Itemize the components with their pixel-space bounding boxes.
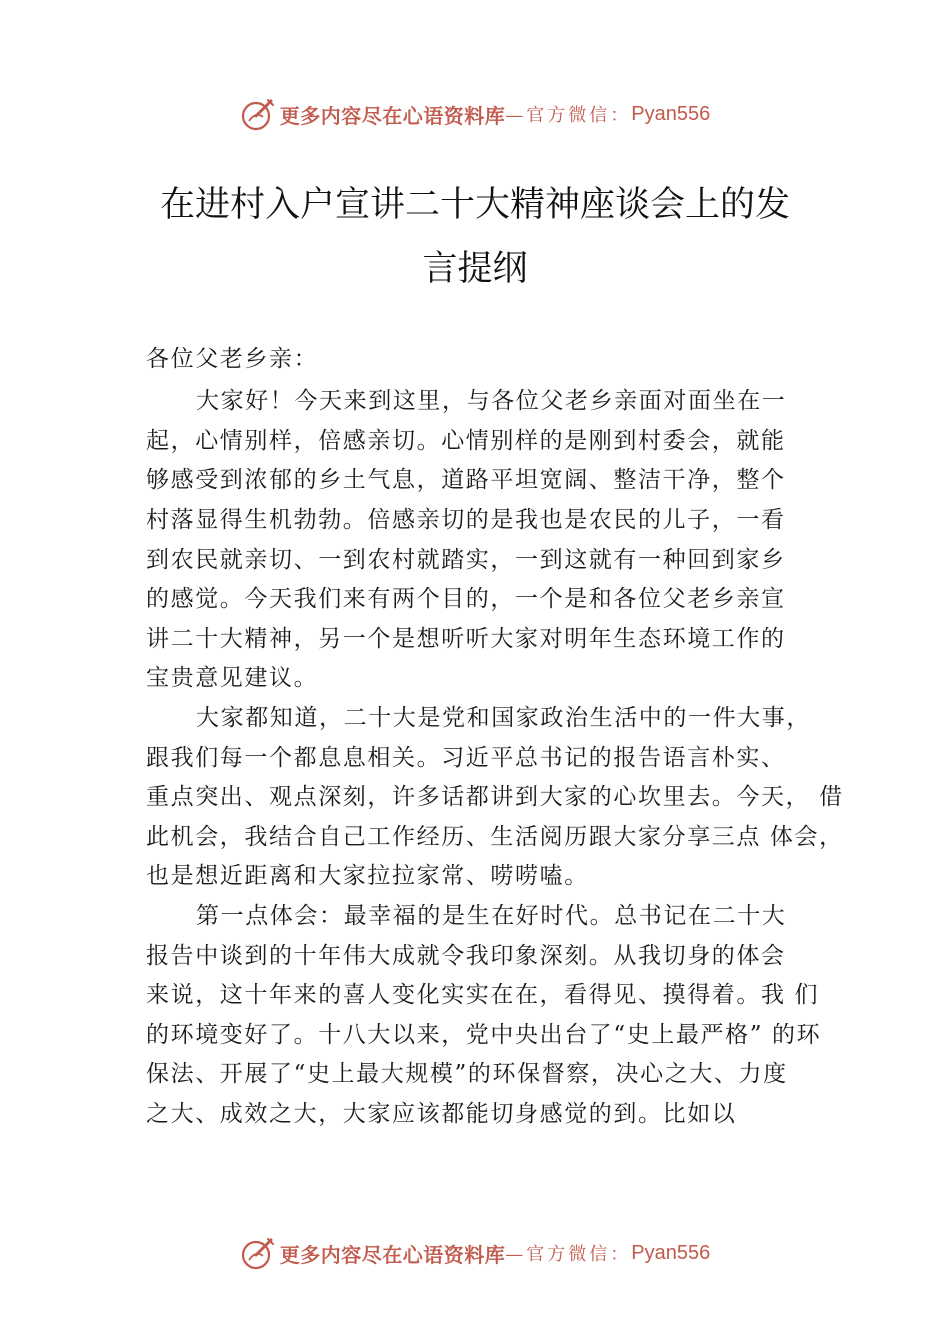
pen-logo-icon [240, 1235, 276, 1271]
body-line: 第一点体会：最幸福的是生在好时代。总书记在二十大 [196, 903, 787, 929]
document-title-line-1: 在进村入户宣讲二十大精神座谈会上的发 [159, 185, 790, 225]
body-line: 大家好！今天来到这里，与各位父老乡亲面对面坐在一 [196, 388, 787, 414]
banner-site-name: 更多内容尽在心语资料库 [279, 1242, 506, 1267]
body-line: 之大、成效之大，大家应该都能切身感觉的到。比如以 [146, 1101, 737, 1127]
body-line: 的感觉。今天我们来有两个目的，一个是和各位父老乡亲宣 [146, 586, 786, 612]
footer-banner [0, 1233, 950, 1273]
banner-wechat-id: Pyan556 [631, 1241, 711, 1264]
body-line: 起，心情别样，倍感亲切。心情别样的是刚到村委会，就能 [146, 428, 786, 454]
body-line: 此机会，我结合自己工作经历、生活阅历跟大家分享三点 体会， [146, 824, 844, 850]
body-line: 报告中谈到的十年伟大成就令我印象深刻。从我切身的体会 [146, 943, 786, 969]
body-line: 的环境变好了。十八大以来，党中央出台了“史上最严格” 的环 [146, 1022, 822, 1048]
body-line: 保法、开展了“史上最大规模”的环保督察，决心之大、力度 [146, 1061, 788, 1087]
banner-wechat-id: Pyan556 [631, 102, 711, 125]
body-line: 来说，这十年来的喜人变化实实在在，看得见、摸得着。我 们 [146, 982, 820, 1008]
header-banner [0, 94, 950, 134]
body-line: 讲二十大精神，另一个是想听听大家对明年生态环境工作的 [146, 626, 786, 652]
banner-site-name: 更多内容尽在心语资料库 [279, 103, 506, 128]
pen-logo-icon [240, 96, 276, 132]
body-line: 跟我们每一个都息息相关。习近平总书记的报告语言朴实、 [146, 745, 786, 771]
body-line: 够感受到浓郁的乡土气息，道路平坦宽阔、整洁干净，整个 [146, 467, 786, 493]
body-line: 到农民就亲切、一到农村就踏实，一到这就有一种回到家乡 [146, 547, 786, 573]
document-title-line-2: 言提纲 [422, 249, 528, 289]
body-line: 也是想近距离和大家拉拉家常、唠唠嗑。 [146, 863, 589, 889]
body-line: 村落显得生机勃勃。倍感亲切的是我也是农民的儿子，一看 [146, 507, 786, 533]
body-line: 大家都知道，二十大是党和国家政治生活中的一件大事， [196, 705, 811, 731]
banner-wechat-label: —官方微信： [505, 1244, 632, 1265]
body-line: 宝贵意见建议。 [146, 665, 319, 691]
banner-wechat-label: —官方微信： [505, 105, 632, 126]
body-line: 重点突出、观点深刻，许多话都讲到大家的心坎里去。今天， 借 [146, 784, 844, 810]
salutation: 各位父老乡亲： [146, 346, 319, 372]
